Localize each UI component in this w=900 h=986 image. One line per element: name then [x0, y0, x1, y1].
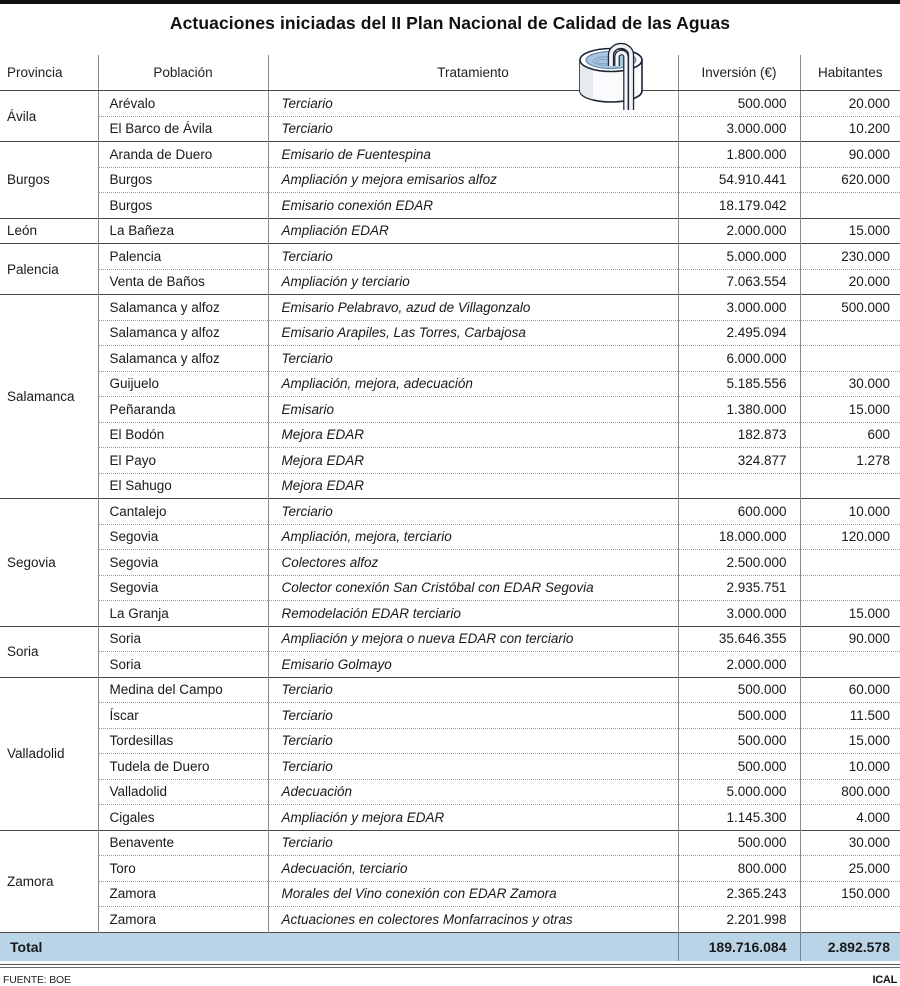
- table-row: [0, 371, 900, 397]
- investment-cell: 2.000.000: [678, 218, 800, 244]
- treatment-cell: Remodelación EDAR terciario: [268, 601, 678, 627]
- table-row: [0, 550, 900, 576]
- inhabitants-cell: 60.000: [800, 677, 900, 703]
- province-cell: Salamanca: [0, 295, 98, 499]
- treatment-cell: Mejora EDAR: [268, 473, 678, 499]
- province-cell: Valladolid: [0, 677, 98, 830]
- total-investment: 189.716.084: [678, 932, 800, 961]
- province-cell: Palencia: [0, 244, 98, 295]
- population-cell: Burgos: [98, 193, 268, 219]
- treatment-cell: Terciario: [268, 244, 678, 270]
- inhabitants-cell: 500.000: [800, 295, 900, 321]
- investment-cell: 2.495.094: [678, 320, 800, 346]
- table-row: [0, 269, 900, 295]
- population-cell: El Bodón: [98, 422, 268, 448]
- inhabitants-cell: [800, 907, 900, 933]
- inhabitants-cell: 25.000: [800, 856, 900, 882]
- province-cell: Soria: [0, 626, 98, 677]
- treatment-cell: Emisario Pelabravo, azud de Villagonzalo: [268, 295, 678, 321]
- table-row: [0, 320, 900, 346]
- population-cell: Zamora: [98, 907, 268, 933]
- treatment-cell: Emisario Arapiles, Las Torres, Carbajosa: [268, 320, 678, 346]
- investment-cell: 6.000.000: [678, 346, 800, 372]
- treatment-cell: Adecuación, terciario: [268, 856, 678, 882]
- inhabitants-cell: 230.000: [800, 244, 900, 270]
- investment-cell: 54.910.441: [678, 167, 800, 193]
- population-cell: Aranda de Duero: [98, 142, 268, 168]
- treatment-cell: Morales del Vino conexión con EDAR Zamora: [268, 881, 678, 907]
- population-cell: Venta de Baños: [98, 269, 268, 295]
- investment-cell: 18.000.000: [678, 524, 800, 550]
- investment-cell: 500.000: [678, 830, 800, 856]
- inhabitants-cell: [800, 346, 900, 372]
- treatment-cell: Emisario Golmayo: [268, 652, 678, 678]
- investment-cell: 7.063.554: [678, 269, 800, 295]
- treatment-cell: Terciario: [268, 677, 678, 703]
- treatment-cell: Terciario: [268, 91, 678, 117]
- population-cell: Salamanca y alfoz: [98, 346, 268, 372]
- treatment-cell: Emisario de Fuentespina: [268, 142, 678, 168]
- inhabitants-cell: [800, 652, 900, 678]
- table-row: [0, 91, 900, 117]
- table-row: [0, 677, 900, 703]
- investment-cell: 3.000.000: [678, 601, 800, 627]
- total-inhabitants: 2.892.578: [800, 932, 900, 961]
- source-label: FUENTE: BOE: [3, 973, 71, 986]
- investment-cell: 3.000.000: [678, 295, 800, 321]
- treatment-cell: Terciario: [268, 346, 678, 372]
- population-cell: El Barco de Ávila: [98, 116, 268, 142]
- table-row: [0, 626, 900, 652]
- table-row: [0, 856, 900, 882]
- table-row: [0, 397, 900, 423]
- inhabitants-cell: 1.278: [800, 448, 900, 474]
- population-cell: Medina del Campo: [98, 677, 268, 703]
- population-cell: Burgos: [98, 167, 268, 193]
- inhabitants-cell: 15.000: [800, 218, 900, 244]
- total-label: Total: [0, 932, 678, 961]
- population-cell: La Granja: [98, 601, 268, 627]
- investment-cell: 2.365.243: [678, 881, 800, 907]
- population-cell: Peñaranda: [98, 397, 268, 423]
- inhabitants-cell: [800, 320, 900, 346]
- table-row: [0, 473, 900, 499]
- treatment-cell: Ampliación y terciario: [268, 269, 678, 295]
- table-row: [0, 601, 900, 627]
- population-cell: Arévalo: [98, 91, 268, 117]
- treatment-cell: Mejora EDAR: [268, 448, 678, 474]
- population-cell: Segovia: [98, 575, 268, 601]
- treatment-cell: Terciario: [268, 499, 678, 525]
- investment-cell: 5.000.000: [678, 244, 800, 270]
- inhabitants-cell: [800, 575, 900, 601]
- investment-cell: 500.000: [678, 677, 800, 703]
- treatment-cell: Terciario: [268, 754, 678, 780]
- investment-cell: 18.179.042: [678, 193, 800, 219]
- table-row: [0, 703, 900, 729]
- data-table: [0, 55, 900, 961]
- treatment-cell: Emisario: [268, 397, 678, 423]
- investment-cell: 324.877: [678, 448, 800, 474]
- province-cell: Segovia: [0, 499, 98, 627]
- investment-cell: 2.201.998: [678, 907, 800, 933]
- investment-cell: 5.000.000: [678, 779, 800, 805]
- table-row: [0, 907, 900, 933]
- population-cell: Zamora: [98, 881, 268, 907]
- inhabitants-cell: 10.200: [800, 116, 900, 142]
- investment-cell: 500.000: [678, 728, 800, 754]
- inhabitants-cell: [800, 193, 900, 219]
- population-cell: Tudela de Duero: [98, 754, 268, 780]
- province-cell: Burgos: [0, 142, 98, 219]
- population-cell: Salamanca y alfoz: [98, 320, 268, 346]
- table-row: [0, 805, 900, 831]
- investment-cell: 800.000: [678, 856, 800, 882]
- inhabitants-cell: 20.000: [848, 95, 890, 111]
- inhabitants-cell: 4.000: [800, 805, 900, 831]
- column-header-poblacion: Población: [98, 55, 268, 91]
- population-cell: Soria: [98, 652, 268, 678]
- table-row: [0, 448, 900, 474]
- treatment-cell: Ampliación y mejora o nueva EDAR con terciario: [268, 626, 678, 652]
- column-header-provincia: Provincia: [0, 55, 98, 91]
- population-cell: Palencia: [98, 244, 268, 270]
- population-cell: Tordesillas: [98, 728, 268, 754]
- investment-cell: 1.380.000: [678, 397, 800, 423]
- population-cell: Cantalejo: [98, 499, 268, 525]
- footer: [0, 974, 900, 986]
- treatment-cell: Ampliación, mejora, terciario: [268, 524, 678, 550]
- table-row: [0, 754, 900, 780]
- table-row: [0, 142, 900, 168]
- treatment-cell: Ampliación y mejora EDAR: [268, 805, 678, 831]
- top-rule: [0, 0, 900, 4]
- population-cell: Toro: [98, 856, 268, 882]
- investment-cell: 1.145.300: [678, 805, 800, 831]
- investment-cell: 2.500.000: [678, 550, 800, 576]
- table-row: [0, 244, 900, 270]
- treatment-cell: Colectores alfoz: [268, 550, 678, 576]
- column-header-inversion: Inversión (€): [678, 55, 800, 91]
- treatment-cell: Colector conexión San Cristóbal con EDAR Segovia: [268, 575, 678, 601]
- treatment-cell: Actuaciones en colectores Monfarracinos y otras: [268, 907, 678, 933]
- table-row: [0, 830, 900, 856]
- table-row: [0, 881, 900, 907]
- inhabitants-cell: 11.500: [800, 703, 900, 729]
- column-header-habitantes: Habitantes: [800, 55, 900, 91]
- table-row: [0, 346, 900, 372]
- inhabitants-cell: 10.000: [800, 499, 900, 525]
- treatment-cell: Adecuación: [268, 779, 678, 805]
- inhabitants-cell: 150.000: [800, 881, 900, 907]
- inhabitants-cell: 30.000: [800, 371, 900, 397]
- population-cell: La Bañeza: [98, 218, 268, 244]
- table-row: [0, 422, 900, 448]
- population-cell: Benavente: [98, 830, 268, 856]
- inhabitants-cell: 120.000: [800, 524, 900, 550]
- inhabitants-cell: 30.000: [800, 830, 900, 856]
- inhabitants-cell: 800.000: [800, 779, 900, 805]
- treatment-cell: Ampliación y mejora emisarios alfoz: [268, 167, 678, 193]
- table-row: [0, 575, 900, 601]
- treatment-cell: Ampliación EDAR: [268, 218, 678, 244]
- inhabitants-cell: 15.000: [800, 601, 900, 627]
- investment-cell: 2.935.751: [678, 575, 800, 601]
- inhabitants-cell: 20.000: [800, 269, 900, 295]
- investment-cell: [678, 473, 800, 499]
- table-row: [0, 167, 900, 193]
- inhabitants-cell: [800, 550, 900, 576]
- population-cell: El Sahugo: [98, 473, 268, 499]
- inhabitants-cell: 15.000: [800, 728, 900, 754]
- investment-cell: 35.646.355: [678, 626, 800, 652]
- population-cell: Valladolid: [98, 779, 268, 805]
- table-row: [0, 499, 900, 525]
- treatment-cell: Emisario conexión EDAR: [268, 193, 678, 219]
- treatment-cell: Terciario: [268, 830, 678, 856]
- bottom-double-rule: [0, 964, 900, 968]
- population-cell: El Payo: [98, 448, 268, 474]
- table-row: [0, 524, 900, 550]
- investment-cell: 1.800.000: [678, 142, 800, 168]
- table-row: [0, 728, 900, 754]
- agency-label: ICAL: [872, 973, 897, 986]
- inhabitants-cell: 90.000: [800, 142, 900, 168]
- investment-cell: 600.000: [678, 499, 800, 525]
- treatment-cell: Terciario: [268, 703, 678, 729]
- population-cell: Íscar: [98, 703, 268, 729]
- total-row: [0, 932, 900, 961]
- inhabitants-cell: 10.000: [800, 754, 900, 780]
- table-row: [0, 193, 900, 219]
- table-row: [0, 295, 900, 321]
- treatment-cell: Mejora EDAR: [268, 422, 678, 448]
- province-cell: León: [0, 218, 98, 244]
- investment-cell: 500.000: [678, 754, 800, 780]
- column-header-tratamiento: Tratamiento: [268, 55, 678, 91]
- header-row: [0, 55, 900, 91]
- inhabitants-cell: 620.000: [800, 167, 900, 193]
- investment-cell: 500.000: [678, 91, 800, 117]
- province-cell: Ávila: [0, 91, 98, 142]
- population-cell: Segovia: [98, 550, 268, 576]
- population-cell: Soria: [98, 626, 268, 652]
- population-cell: Salamanca y alfoz: [98, 295, 268, 321]
- treatment-cell: Ampliación, mejora, adecuación: [268, 371, 678, 397]
- investment-cell: 500.000: [678, 703, 800, 729]
- page-title: Actuaciones iniciadas del II Plan Nacional de Calidad de las Aguas: [169, 13, 731, 33]
- population-cell: Segovia: [98, 524, 268, 550]
- treatment-cell: Terciario: [268, 116, 678, 142]
- province-cell: Zamora: [0, 830, 98, 932]
- table-row: [0, 652, 900, 678]
- table-row: [0, 218, 900, 244]
- water-tank-icon: [571, 39, 653, 117]
- table-row: [0, 779, 900, 805]
- inhabitants-cell: [800, 473, 900, 499]
- population-cell: Guijuelo: [98, 371, 268, 397]
- population-cell: Cigales: [98, 805, 268, 831]
- investment-cell: 3.000.000: [678, 116, 800, 142]
- investment-cell: 5.185.556: [678, 371, 800, 397]
- investment-cell: 2.000.000: [678, 652, 800, 678]
- inhabitants-cell: 600: [800, 422, 900, 448]
- inhabitants-cell: 90.000: [800, 626, 900, 652]
- table-row: [0, 116, 900, 142]
- inhabitants-cell: 15.000: [800, 397, 900, 423]
- treatment-cell: Terciario: [268, 728, 678, 754]
- investment-cell: 182.873: [678, 422, 800, 448]
